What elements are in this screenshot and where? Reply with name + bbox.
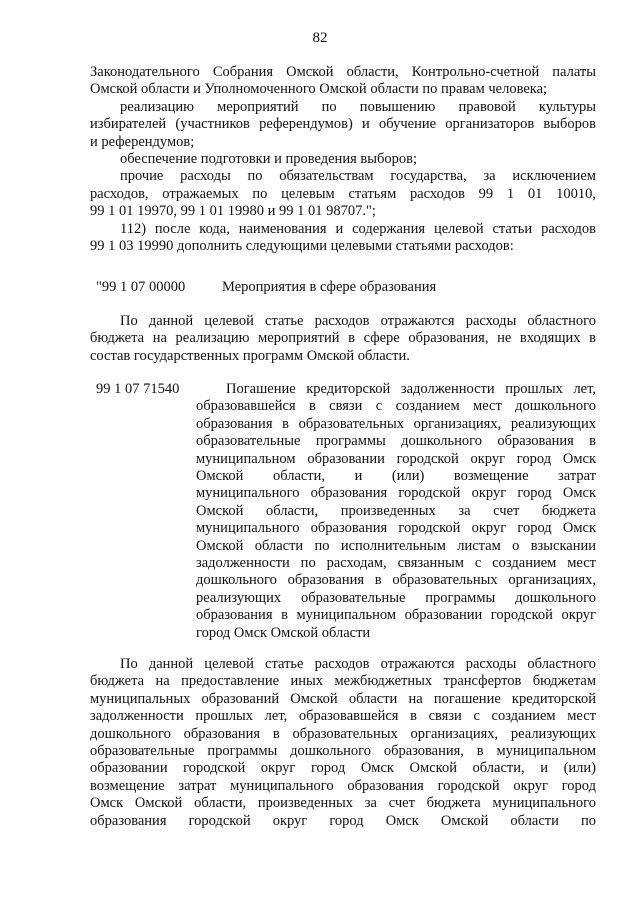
text-line: Законодательного Собрания Омской области, Контрольно-счетной палаты (90, 64, 596, 80)
text-line: муниципального образования городской округ город Омск (196, 520, 596, 537)
text-line: бюджета на реализацию мероприятий в сфере образования, не входящих в (90, 330, 596, 347)
text-line: Омской области и Уполномоченного Омской области по правам человека; (90, 81, 548, 98)
budget-entry-title: Мероприятия в сфере образования (222, 279, 437, 295)
paragraph-block-2 (90, 313, 596, 365)
text-line: задолженности прошлых лет, образовавшейся в связи с созданием мест (90, 708, 596, 725)
text-line: состав государственных программ Омской области. (90, 347, 410, 364)
budget-code: 99 1 07 71540 (96, 381, 180, 397)
text-line: 99 1 03 19990 дополнить следующими целевыми статьями расходов: (90, 238, 514, 255)
budget-code: "99 1 07 00000 (96, 279, 186, 295)
text-line: образовательные программы дошкольного образования, в муниципальном (90, 743, 596, 760)
text-line: Омск Омской области, произведенных за счет бюджета муниципального (90, 795, 596, 812)
text-line: реализующих образовательные программы дошкольного (196, 589, 596, 606)
text-line: избирателей (участников референдумов) и обучение организаторов выборов (90, 116, 596, 133)
text-line: По данной целевой статье расходов отражаются расходы областного (120, 313, 596, 329)
text-line: бюджета на предоставление иных межбюджетных трансфертов бюджетам (90, 673, 596, 690)
text-line: и референдумов; (90, 133, 195, 150)
paragraph-block-3 (90, 656, 596, 830)
text-line: задолженности по расходам, связанным с созданием мест (196, 555, 596, 572)
text-line: возмещение затрат муниципального образования городской округ город (90, 777, 596, 794)
text-line: образования в образовательных организациях, реализующих (196, 415, 596, 432)
text-line: муниципального образования городской округ город Омск (196, 485, 596, 502)
text-line: расходов, отражаемых по целевым статьям расходов 99 1 01 10010, (90, 185, 596, 202)
page-number: 82 (312, 30, 328, 46)
text-line: образовавшейся в связи с созданием мест дошкольного (196, 398, 596, 415)
paragraph-block-1 (90, 64, 596, 255)
text-line: 99 1 01 19970, 99 1 01 19980 и 99 1 01 98707."; (90, 203, 376, 220)
text-line: Погашение кредиторской задолженности прошлых лет, (226, 381, 596, 397)
text-line: образовании городской округ город Омск Омской области, и (или) (90, 760, 596, 777)
text-line: обеспечение подготовки и проведения выборов; (120, 151, 417, 168)
text-line: По данной целевой статье расходов отражаются расходы областного (120, 656, 596, 672)
text-line: реализацию мероприятий по повышению правовой культуры (120, 98, 596, 115)
text-line: город Омск Омской области (196, 624, 371, 641)
text-line: 112) после кода, наименования и содержания целевой статьи расходов (120, 220, 596, 237)
text-line: образования в муниципальном образовании городской округ (196, 607, 596, 624)
text-line: Омской области, и (или) возмещение затрат (196, 468, 596, 485)
budget-entry-2-description (196, 381, 596, 642)
text-line: муниципальных образований Омской области на погашение кредиторской (90, 690, 596, 707)
text-line: дошкольного образования в образовательных организациях, реализующих (90, 725, 596, 742)
text-line: Омской области, произведенных за счет бюджета (196, 502, 596, 519)
text-line: образовательные программы дошкольного образования в (196, 433, 596, 450)
text-line: муниципальном образовании городской округ город Омск (196, 450, 596, 467)
text-line: Омской области по исполнительным листам о взыскании (196, 537, 596, 554)
text-line: прочие расходы по обязательствам государства, за исключением (120, 168, 596, 185)
text-line: образования городской округ город Омск Омской области по (90, 812, 596, 829)
text-line: дошкольного образования в образовательных организациях, (196, 572, 596, 589)
